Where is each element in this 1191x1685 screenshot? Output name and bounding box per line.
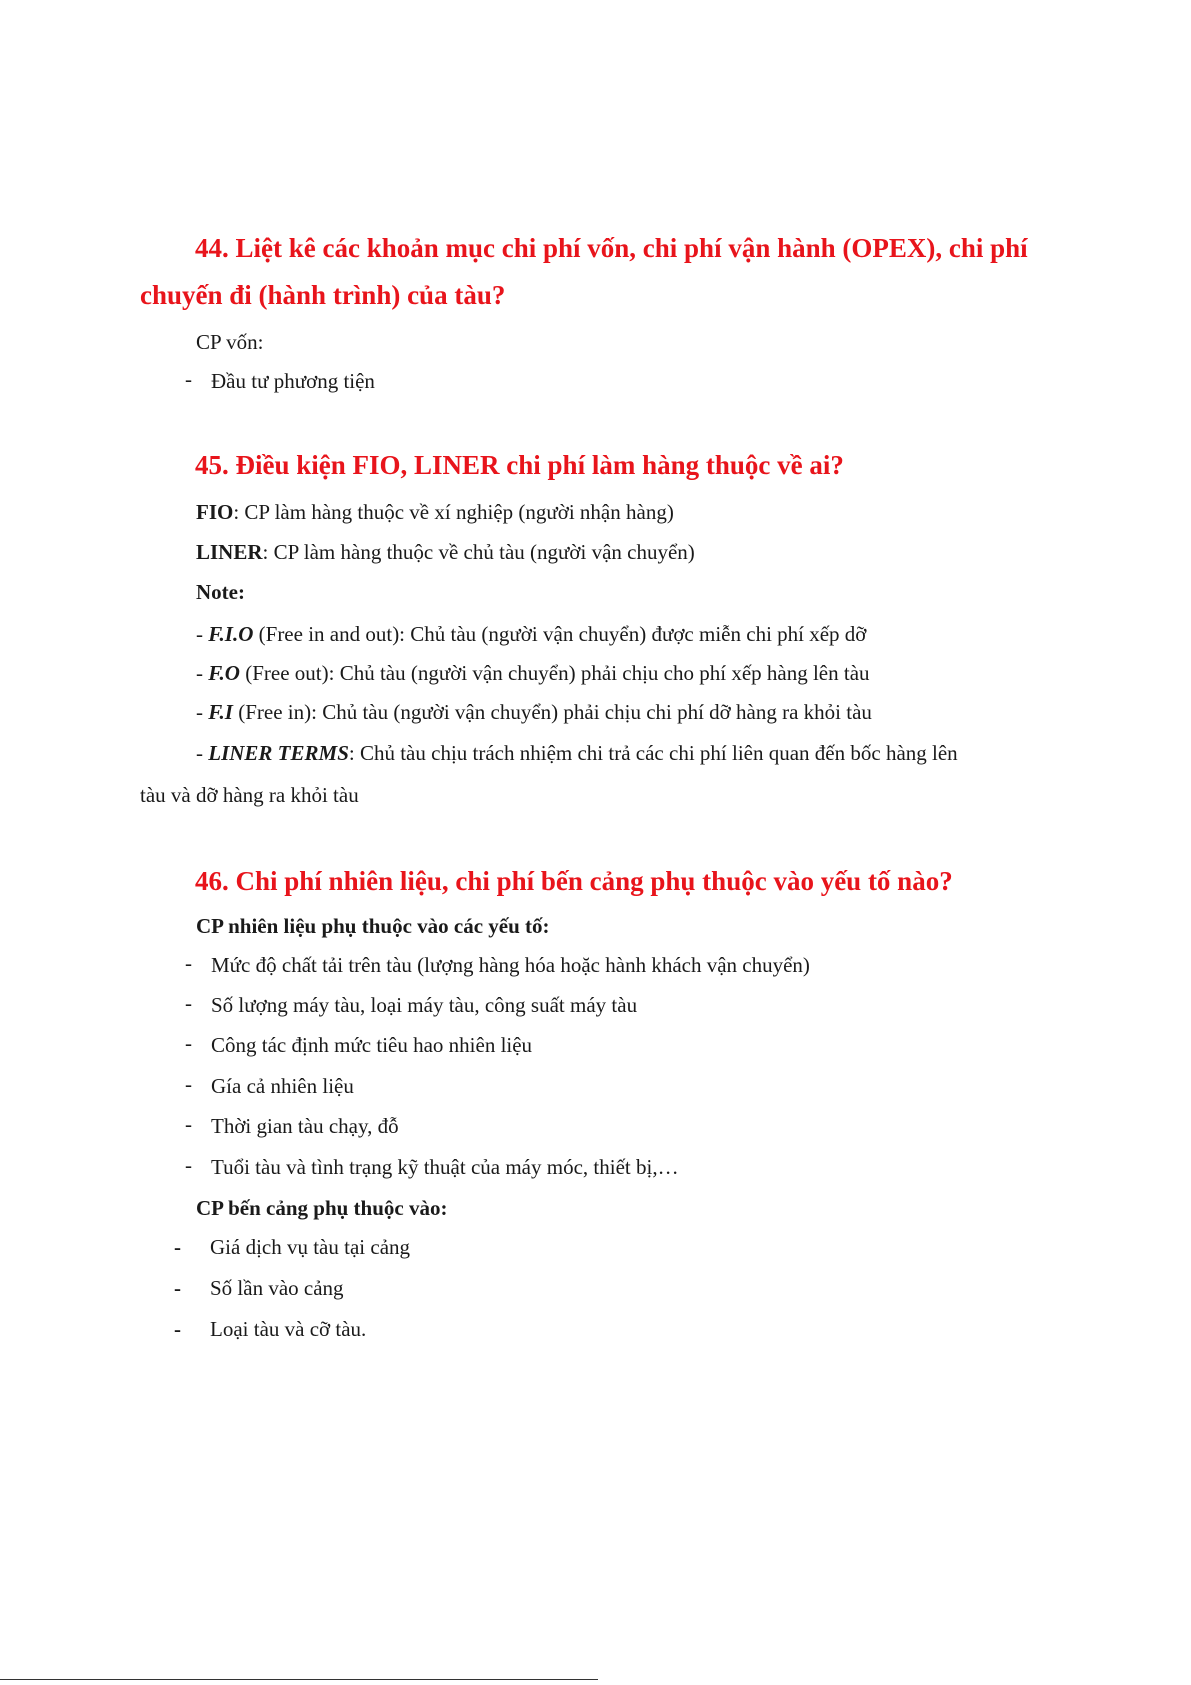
q44-title-line1: 44. Liệt kê các khoản mục chi phí vốn, chi phí vận hành (OPEX), chi phí <box>195 233 1028 263</box>
bullet-dash: - <box>174 1235 181 1259</box>
q46-fuel-item-0: Mức độ chất tải trên tàu (lượng hàng hóa hoặc hành khách vận chuyển) <box>211 953 810 977</box>
q46-port-item-2: Loại tàu và cỡ tàu. <box>210 1317 367 1341</box>
note-text-liner-terms: : Chủ tàu chịu trách nhiệm chi trả các chi phí liên quan đến bốc hàng lên <box>348 741 958 765</box>
q44-title-line2: chuyến đi (hành trình) của tàu? <box>140 280 506 310</box>
q46-fuel-item-5: Tuổi tàu và tình trạng kỹ thuật của máy móc, thiết bị,… <box>211 1155 679 1179</box>
note-prefix: - <box>196 622 209 646</box>
q45-fio-text: : CP làm hàng thuộc về xí nghiệp (người nhận hàng) <box>233 500 674 524</box>
bullet-dash: - <box>174 1276 181 1300</box>
q46-fuel-item-2: Công tác định mức tiêu hao nhiên liệu <box>211 1033 533 1057</box>
q46-port-heading: CP bến cảng phụ thuộc vào: <box>196 1196 448 1220</box>
bullet-dash: - <box>185 1153 192 1177</box>
q45-liner-term: LINER <box>196 540 263 564</box>
note-term-liner-terms: LINER TERMS <box>208 741 349 765</box>
note-prefix: - <box>196 661 209 685</box>
q44-item-0: Đầu tư phương tiện <box>211 369 375 393</box>
q45-liner-terms-cont: tàu và dỡ hàng ra khỏi tàu <box>140 783 359 807</box>
q46-fuel-heading: CP nhiên liệu phụ thuộc vào các yếu tố: <box>196 914 550 938</box>
q45-liner-line <box>196 540 695 565</box>
q46-port-item-0: Giá dịch vụ tàu tại cảng <box>210 1235 411 1259</box>
q45-note-fi <box>196 700 872 725</box>
q45-liner-text: : CP làm hàng thuộc về chủ tàu (người vận chuyển) <box>262 540 695 564</box>
bullet-dash: - <box>185 1112 192 1136</box>
q45-note-liner-terms <box>196 741 958 766</box>
q46-port-item-1: Số lần vào cảng <box>210 1276 344 1300</box>
q46-fuel-item-4: Thời gian tàu chạy, đỗ <box>211 1114 399 1138</box>
bullet-dash: - <box>174 1317 181 1341</box>
note-prefix: - <box>196 700 209 724</box>
q45-fio-line <box>196 500 674 525</box>
q45-note-fo <box>196 661 870 686</box>
bullet-dash: - <box>185 991 192 1015</box>
footer-rule <box>0 1679 598 1680</box>
q45-note-label: Note: <box>196 580 245 604</box>
q45-note-fio <box>196 622 866 647</box>
bullet-dash: - <box>185 1072 192 1096</box>
note-text-fio: (Free in and out): Chủ tàu (người vận chuyển) được miễn chi phí xếp dỡ <box>253 622 867 646</box>
note-term-fo: F.O <box>208 661 240 685</box>
q46-fuel-item-1: Số lượng máy tàu, loại máy tàu, công suất máy tàu <box>211 993 638 1017</box>
q46-title: 46. Chi phí nhiên liệu, chi phí bến cảng phụ thuộc vào yếu tố nào? <box>195 866 953 896</box>
note-text-fi: (Free in): Chủ tàu (người vận chuyển) phải chịu chi phí dỡ hàng ra khỏi tàu <box>232 700 872 724</box>
note-prefix: - <box>196 741 209 765</box>
q45-fio-term: FIO <box>196 500 234 524</box>
note-term-fi: F.I <box>208 700 233 724</box>
q44-capital-label: CP vốn: <box>196 330 264 354</box>
bullet-dash: - <box>185 367 192 391</box>
note-text-fo: (Free out): Chủ tàu (người vận chuyển) phải chịu cho phí xếp hàng lên tàu <box>239 661 870 685</box>
bullet-dash: - <box>185 1031 192 1055</box>
q46-fuel-item-3: Gía cả nhiên liệu <box>211 1074 354 1098</box>
q45-title: 45. Điều kiện FIO, LINER chi phí làm hàng thuộc về ai? <box>195 450 844 480</box>
note-term-fio: F.I.O <box>208 622 254 646</box>
bullet-dash: - <box>185 951 192 975</box>
